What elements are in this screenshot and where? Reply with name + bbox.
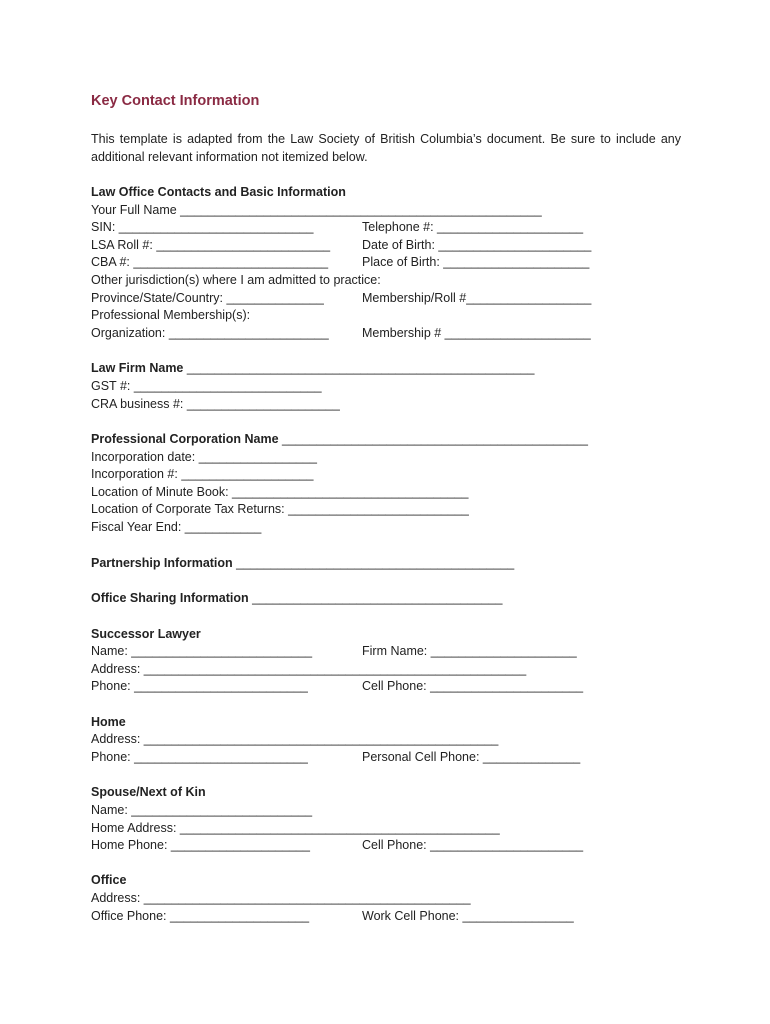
telephone-field: Telephone #: _____________________ (362, 220, 584, 234)
tax-returns-field: Location of Corporate Tax Returns: __________________________ (91, 502, 469, 516)
cra-business-field: CRA business #: ______________________ (91, 397, 340, 411)
professional-memberships-label: Professional Membership(s): (91, 308, 251, 322)
incorporation-date-field: Incorporation date: _________________ (91, 450, 317, 464)
home-address-field: Address: ___________________________________________________ (91, 732, 499, 746)
incorporation-number-field: Incorporation #: ___________________ (91, 467, 314, 481)
intro-paragraph: This template is adapted from the Law Society of British Columbia’s document. Be sure to include any additional relevant information not itemized below. (91, 132, 681, 164)
office-sharing-line: ____________________________________ (248, 591, 503, 605)
law-firm-heading: Law Firm Name (91, 361, 184, 375)
place-of-birth-field: Place of Birth: _____________________ (362, 255, 590, 269)
successor-phone-field: Phone: _________________________ (91, 679, 308, 693)
spouse-heading: Spouse/Next of Kin (91, 785, 206, 799)
office-heading: Office (91, 873, 127, 887)
successor-firm-field: Firm Name: _____________________ (362, 644, 577, 658)
fiscal-year-field: Fiscal Year End: ___________ (91, 520, 262, 534)
prof-corp-name-field (91, 431, 588, 447)
successor-cell-field: Cell Phone: ______________________ (362, 679, 584, 693)
successor-address-field: Address: _______________________________________________________ (91, 662, 527, 676)
lsa-roll-field: LSA Roll #: _________________________ (91, 238, 331, 252)
prof-corp-line: ____________________________________________ (278, 432, 588, 446)
law-office-heading: Law Office Contacts and Basic Information (91, 185, 346, 199)
date-of-birth-field: Date of Birth: ______________________ (362, 238, 592, 252)
spouse-name-field: Name: __________________________ (91, 803, 313, 817)
office-address-field: Address: _______________________________________________ (91, 891, 471, 905)
home-phone-field: Phone: _________________________ (91, 750, 308, 764)
successor-heading: Successor Lawyer (91, 627, 201, 641)
law-firm-line: __________________________________________________ (183, 361, 535, 375)
spouse-home-phone-field: Home Phone: ____________________ (91, 838, 310, 852)
cba-field: CBA #: ____________________________ (91, 255, 329, 269)
spouse-home-address-field: Home Address: ______________________________________________ (91, 821, 500, 835)
membership-number-field: Membership # _____________________ (362, 326, 591, 340)
office-sharing-field (91, 590, 502, 606)
prof-corp-heading: Professional Corporation Name (91, 432, 279, 446)
office-phone-field: Office Phone: ____________________ (91, 909, 310, 923)
membership-roll-field: Membership/Roll #__________________ (362, 291, 592, 305)
spouse-cell-field: Cell Phone: ______________________ (362, 838, 584, 852)
sin-field: SIN: ____________________________ (91, 220, 314, 234)
organization-field: Organization: _______________________ (91, 326, 329, 340)
partnership-field (91, 555, 514, 571)
gst-field: GST #: ___________________________ (91, 379, 322, 393)
partnership-heading: Partnership Information (91, 556, 233, 570)
work-cell-field: Work Cell Phone: ________________ (362, 909, 574, 923)
home-heading: Home (91, 715, 126, 729)
full-name-field: Your Full Name ____________________________________________________ (91, 203, 542, 217)
partnership-line: ________________________________________ (232, 556, 515, 570)
other-jurisdictions-label: Other jurisdiction(s) where I am admitted to practice: (91, 273, 381, 287)
minute-book-field: Location of Minute Book: __________________________________ (91, 485, 469, 499)
personal-cell-field: Personal Cell Phone: ______________ (362, 750, 581, 764)
office-sharing-heading: Office Sharing Information (91, 591, 249, 605)
province-field: Province/State/Country: ______________ (91, 291, 324, 305)
law-firm-name-field (91, 360, 534, 376)
page-title: Key Contact Information (91, 93, 260, 109)
successor-name-field: Name: __________________________ (91, 644, 313, 658)
